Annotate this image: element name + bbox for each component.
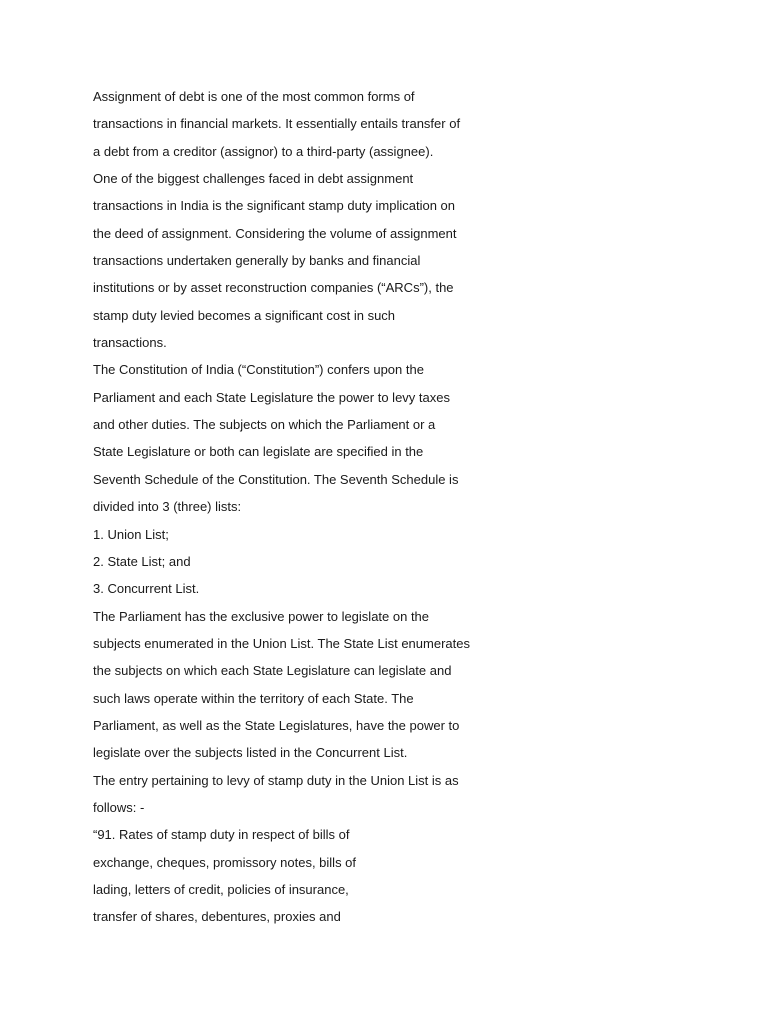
list-item: 1. Union List; [93,526,169,542]
text-line: One of the biggest challenges faced in debt assignment [93,171,414,187]
quote-line: “91. Rates of stamp duty in respect of bills of [93,827,350,843]
text-line: transactions in financial markets. It essentially entails transfer of [93,116,461,132]
text-line: the deed of assignment. Considering the volume of assignment [93,225,457,241]
document-body [93,83,483,931]
text-line: The Parliament has the exclusive power to legislate on the [93,608,430,624]
text-line: The entry pertaining to levy of stamp duty in the Union List is as [93,772,459,788]
text-line: Parliament and each State Legislature the power to levy taxes [93,389,450,405]
text-line: Parliament, as well as the State Legislatures, have the power to [93,717,460,733]
list-item: 3. Concurrent List. [93,581,200,597]
text-line: Assignment of debt is one of the most common forms of [93,89,415,104]
quote-line: lading, letters of credit, policies of insurance, [93,881,349,897]
text-line: follows: - [93,799,145,815]
text-line: Seventh Schedule of the Constitution. The Seventh Schedule is [93,471,459,487]
text-line: State Legislature or both can legislate are specified in the [93,444,424,460]
text-line: transactions undertaken generally by banks and financial [93,253,421,269]
text-line: subjects enumerated in the Union List. The State List enumerates [93,635,470,651]
text-line: stamp duty levied becomes a significant cost in such [93,307,396,323]
text-line: transactions. [93,335,167,351]
text-line: such laws operate within the territory of each State. The [93,690,414,706]
quote-line: transfer of shares, debentures, proxies and [93,909,341,925]
text-line: divided into 3 (three) lists: [93,499,242,515]
text-line: a debt from a creditor (assignor) to a third-party (assignee). [93,143,434,159]
text-line: institutions or by asset reconstruction companies (“ARCs”), the [93,280,454,296]
text-line: and other duties. The subjects on which the Parliament or a [93,417,436,433]
quote-line: exchange, cheques, promissory notes, bills of [93,854,357,870]
text-line: the subjects on which each State Legislature can legislate and [93,663,452,679]
text-line: The Constitution of India (“Constitution”) confers upon the [93,362,424,378]
list-item: 2. State List; and [93,553,191,569]
text-line: transactions in India is the significant stamp duty implication on [93,198,456,214]
text-line: legislate over the subjects listed in the Concurrent List. [93,745,408,761]
